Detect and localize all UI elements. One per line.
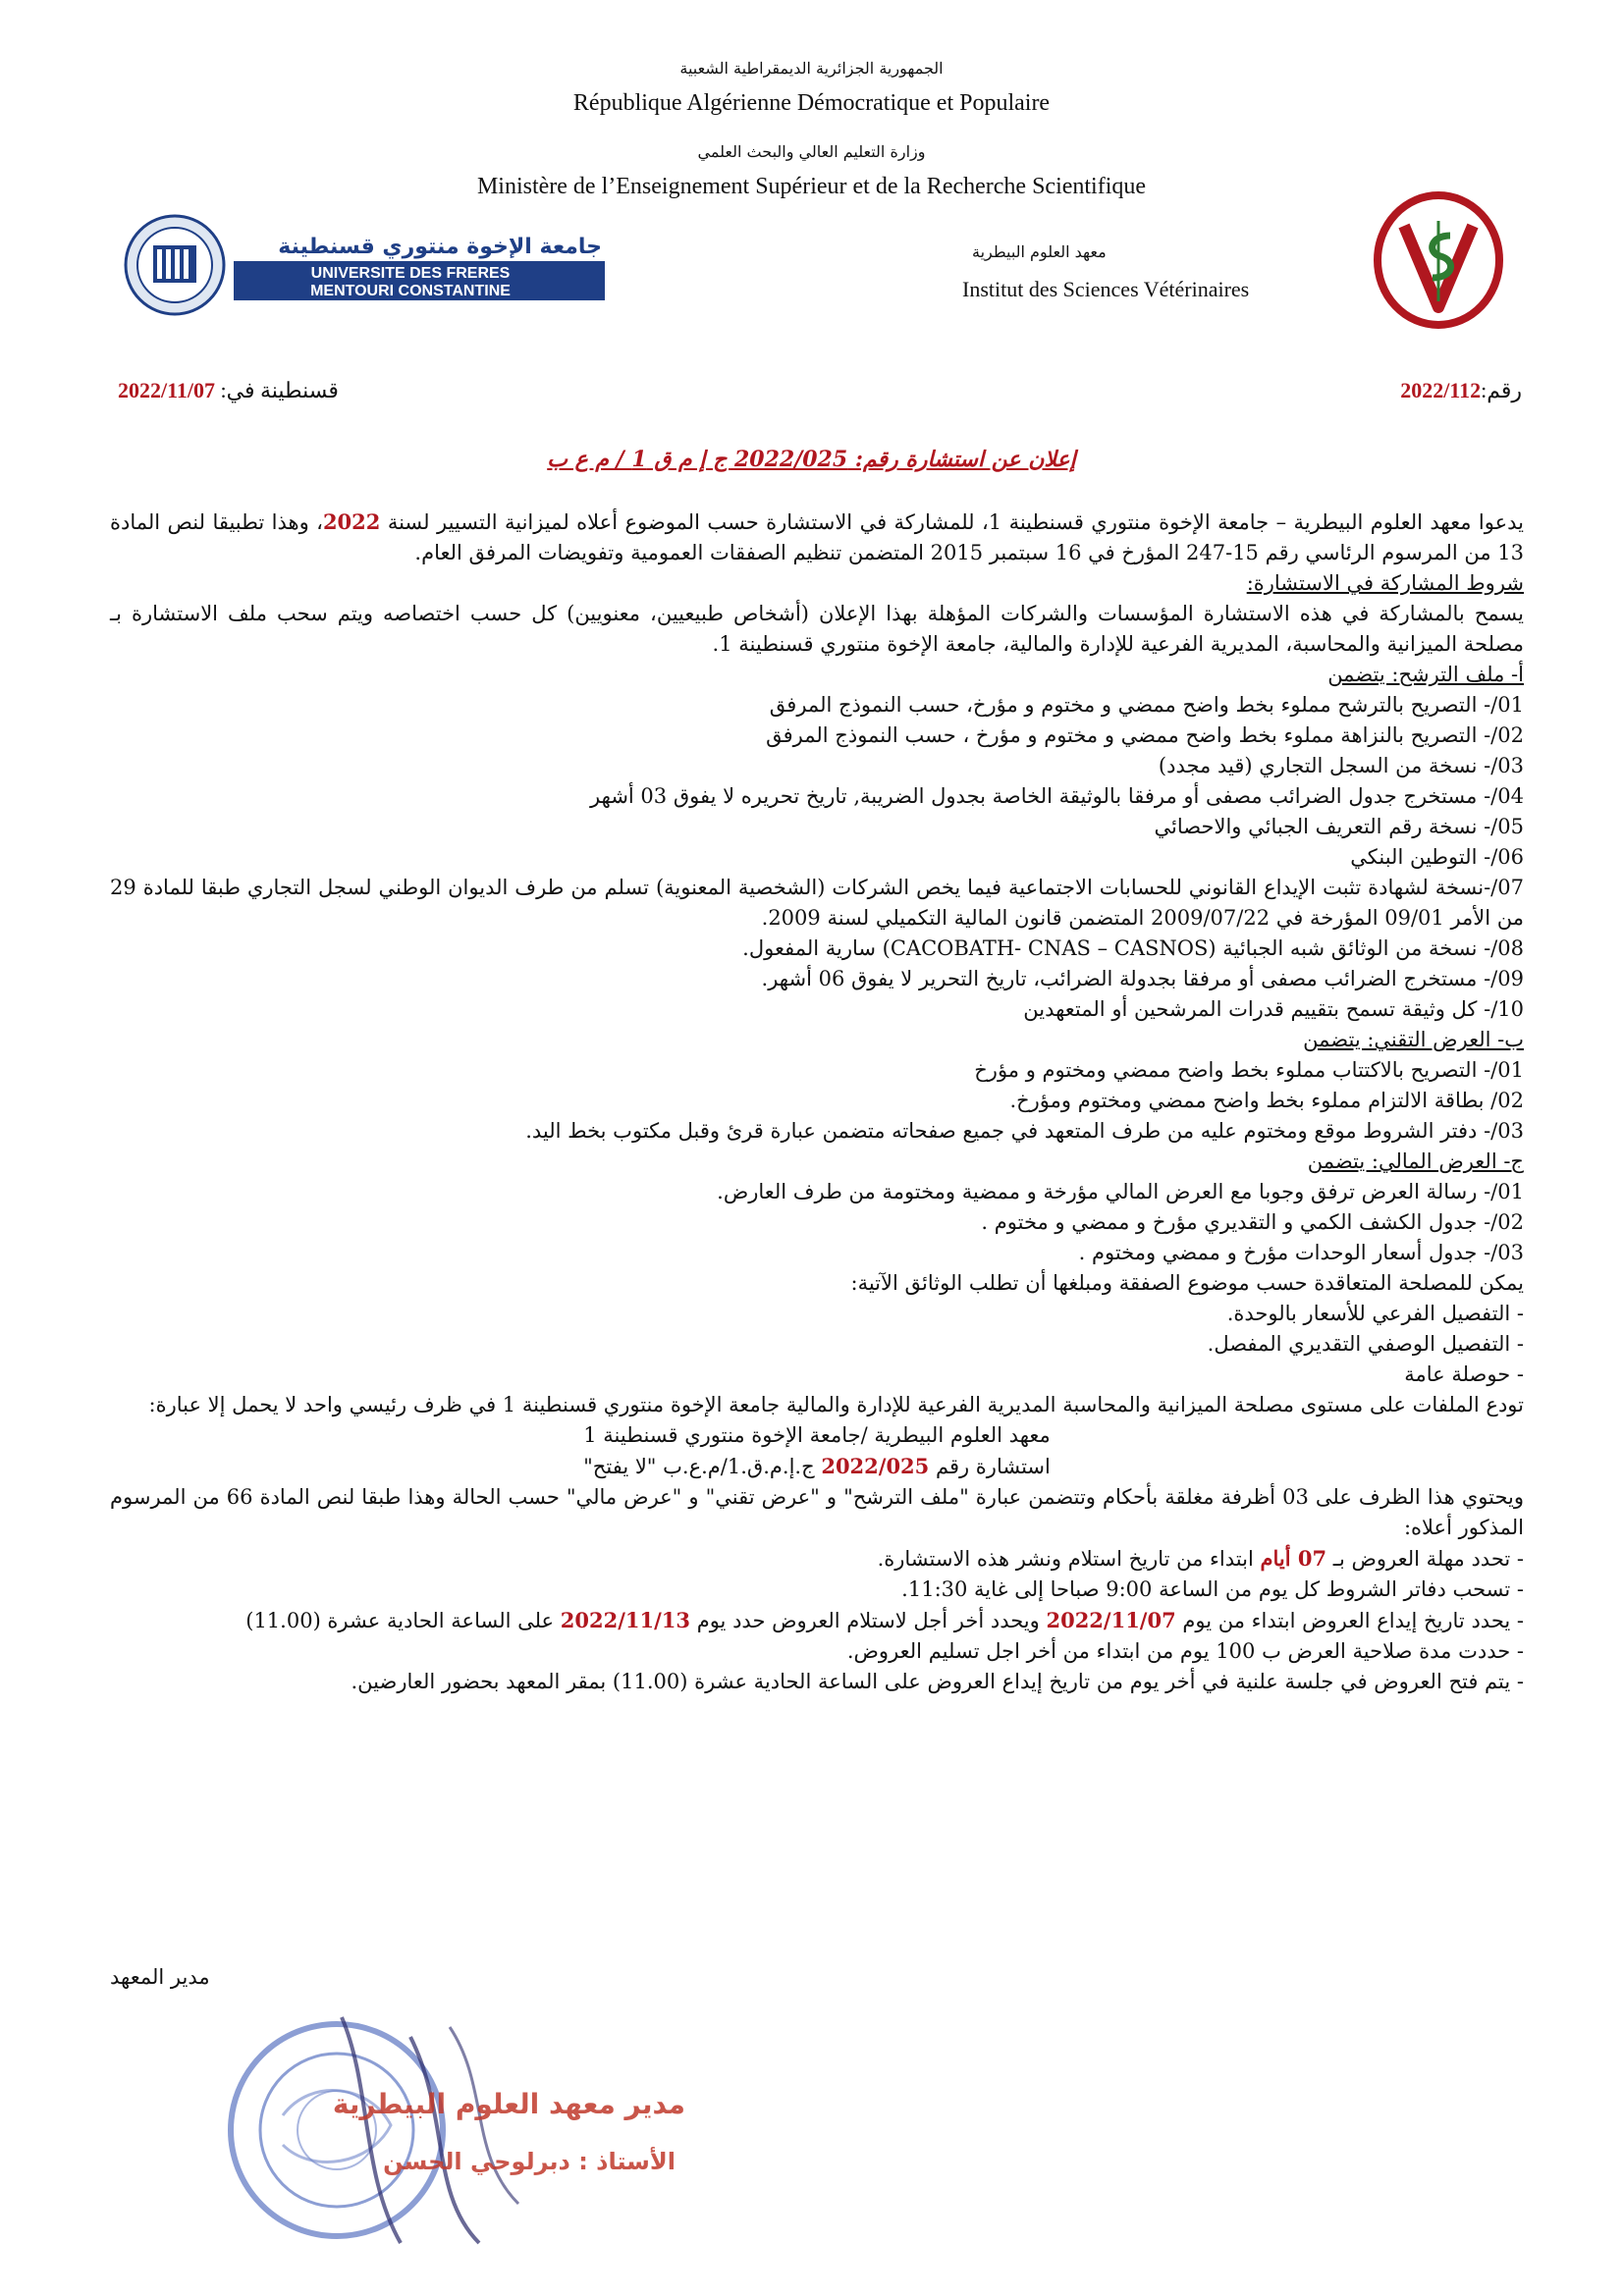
list-item: 01/- التصريح بالاكتتاب مملوء بخط واضح ممضي ومختوم و مؤرخ	[974, 1058, 1524, 1082]
list-item: - التفصيل الفرعي للأسعار بالوحدة.	[1226, 1302, 1524, 1325]
d3-text-a: - يحدد تاريخ إيداع العروض ابتداء من يوم	[1182, 1609, 1524, 1632]
section-b-title: ب- العرض التقني: يتضمن	[1303, 1028, 1524, 1051]
list-item: - التفصيل الوصفي التقديري المفصل.	[1207, 1332, 1524, 1356]
list-item: 02/ بطاقة الالتزام مملوء بخط واضح ممضي ومختوم ومؤرخ.	[1009, 1089, 1524, 1112]
deadline-item	[110, 1605, 1524, 1636]
ref-date-value: 2022/11/07	[118, 378, 216, 402]
intro-text-1: يدعوا معهد العلوم البيطرية – جامعة الإخوة منتوري قسنطينة 1، للمشاركة في الاستشارة حسب الموضوع أعلاه لميزانية التسيير لسنة	[387, 510, 1524, 534]
institute-fr: Institut des Sciences Vétérinaires	[962, 277, 1250, 301]
university-logo	[116, 206, 607, 324]
list-item: 02/- التصريح بالنزاهة مملوء بخط واضح ممضي و مختوم و مؤرخ ، حسب النموذج المرفق	[766, 723, 1524, 747]
intro-year: 2022	[322, 509, 381, 534]
conditions-title: شروط المشاركة في الاستشارة:	[1246, 571, 1524, 595]
d1-text-a: - تحدد مهلة العروض بـ	[1332, 1547, 1524, 1571]
institute-ar: معهد العلوم البيطرية	[972, 242, 1107, 261]
list-item: 01/- رسالة العرض ترفق وجوبا مع العرض المالي مؤرخة و ممضية ومختومة من طرف العارض.	[717, 1180, 1524, 1203]
list-item: 03/- جدول أسعار الوحدات مؤرخ و ممضي ومختوم .	[1078, 1241, 1524, 1264]
envelope-text-b: ج.إ.م.ق.1/م.ع.ب "لا يفتح"	[583, 1455, 815, 1478]
main-content	[110, 507, 1524, 1697]
d3-date-2: 2022/11/13	[560, 1608, 691, 1632]
stamp-name: الأستاذ : دبرلوحي الحسن	[383, 2148, 676, 2175]
list-item: 06/- التوطين البنكي	[1350, 845, 1524, 869]
envelope-line-1: معهد العلوم البيطرية /جامعة الإخوة منتوري قسنطينة 1	[583, 1423, 1051, 1447]
d1-days: 07 أيام	[1260, 1546, 1327, 1571]
ref-number-label: رقم:	[1481, 378, 1522, 402]
ref-date-label: قسنطينة في:	[220, 378, 339, 402]
list-item: 08/- نسخة من الوثائق شبه الجبائية (CACOBATH- CNAS – CASNOS) سارية المفعول.	[742, 936, 1524, 960]
header-fr-republic: République Algérienne Démocratique et Populaire	[572, 90, 1051, 116]
list-item: 05/- نسخة رقم التعريف الجبائي والاحصائي	[1154, 815, 1524, 838]
conditions-text: يسمح بالمشاركة في هذه الاستشارة المؤسسات والشركات المؤهلة بهذا الإعلان (أشخاص طبيعيين، معنويين) كل حسب اختصاصه ويتم سحب ملف الاستشارة بـ مصلحة الميزانية والمحاسبة، المديرية الفرعية للإدارة والمالية، جامعة الإخوة منتوري قسنطينة 1.	[110, 602, 1524, 656]
list-item: 04/- مستخرج جدول الضرائب مصفى أو مرفقا بالوثيقة الخاصة بجدول الضريبة, تاريخ تحريره لا يفوق 03 أشهر	[590, 784, 1524, 808]
list-item: 09/- مستخرج الضرائب مصفى أو مرفقا بجدولة الضرائب، تاريخ التحرير لا يفوق 06 أشهر.	[761, 967, 1524, 990]
list-item: 02/- جدول الكشف الكمي و التقديري مؤرخ و ممضي و مختوم .	[981, 1210, 1524, 1234]
header-ar-republic: الجمهورية الجزائرية الديمقراطية الشعبية	[679, 59, 944, 78]
uni-ar-text: جامعة الإخوة منتوري قسنطينة	[278, 235, 602, 259]
stamp-title: مدير معهد العلوم البيطرية	[332, 2088, 685, 2120]
ref-number	[1306, 378, 1522, 403]
section-a-title: أ- ملف الترشح: يتضمن	[1327, 663, 1524, 686]
envelope-text-a: استشارة رقم	[935, 1455, 1051, 1478]
header-fr-ministry: Ministère de l’Enseignement Supérieur et de la Recherche Scientifique	[476, 174, 1147, 199]
ref-number-value: 2022/112	[1400, 378, 1482, 402]
intro-text-2: ، وهذا تطبيقا لنص المادة 13 من المرسوم الرئاسي رقم 15-247 المؤرخ في 16 سبتمبر 2015 المتضمن تنظيم الصفقات العمومية وتفويضات المرفق العام.	[110, 510, 1524, 564]
list-item: 01/- التصريح بالترشح مملوء بخط واضح ممضي و مختوم و مؤرخ، حسب النموذج المرفق	[769, 693, 1524, 717]
list-item: 03/- دفتر الشروط موقع ومختوم عليه من طرف المتعهد في جميع صفحاته متضمن عبارة قرئ وقبل مكتوب بخط اليد.	[525, 1119, 1524, 1143]
deposit-paragraph: تودع الملفات على مستوى مصلحة الميزانية والمحاسبة المديرية الفرعية للإدارة والمالية جامعة الإخوة منتوري قسنطينة 1 في ظرف رئيسي واحد لا يحمل إلا عبارة:	[148, 1393, 1524, 1416]
intro-paragraph	[110, 507, 1524, 568]
d3-text-c: على الساعة الحادية عشرة (11.00)	[245, 1609, 555, 1632]
d3-text-b: ويحدد أخر أجل لاستلام العروض حدد يوم	[696, 1609, 1040, 1632]
deadline-item: - يتم فتح العروض في جلسة علنية في أخر يوم من تاريخ إيداع العروض على الساعة الحادية عشرة (11.00) بمقر المعهد بحضور العارضين.	[351, 1670, 1524, 1693]
list-item: 10/- كل وثيقة تسمح بتقييم قدرات المرشحين أو المتعهدين	[1023, 997, 1524, 1021]
contains-paragraph: ويحتوي هذا الظرف على 03 أظرفة مغلقة بأحكام وتتضمن عبارة "ملف الترشح" و "عرض تقني" و "عرض مالي" حسب الحالة وهذا طبقا لنص المادة 66 من المرسوم المذكور أعلاه:	[110, 1485, 1524, 1539]
ref-date	[118, 378, 412, 403]
announcement-title: إعلان عن استشارة رقم: 2022/025 ج إ م ق 1 / م ع ب	[547, 447, 1076, 472]
uni-fr-text-1: UNIVERSITE DES FRERES	[310, 265, 511, 282]
extra-docs-intro: يمكن للمصلحة المتعاقدة حسب موضوع الصفقة ومبلغها أن تطلب الوثائق الآتية:	[850, 1271, 1524, 1295]
deadline-item: - تسحب دفاتر الشروط كل يوم من الساعة 9:00 صباحا إلى غاية 11:30.	[901, 1577, 1524, 1601]
director-label: مدير المعهد	[110, 1965, 210, 1989]
list-item: 03/- نسخة من السجل التجاري (قيد مجدد)	[1158, 754, 1524, 777]
list-item: 07/-نسخة لشهادة تثبت الإيداع القانوني للحسابات الاجتماعية فيما يخص الشركات (الشخصية المعنوية) تسلم من طرف الديوان الوطني لسجل التجاري طبقا للمادة 29 من الأمر 09/01 المؤرخة في 2009/07/22 المتضمن قانون المالية التكميلي لسنة 2009.	[110, 876, 1524, 930]
deadline-item	[110, 1543, 1524, 1575]
header-ar-ministry: وزارة التعليم العالي والبحث العلمي	[697, 142, 926, 161]
d3-date-1: 2022/11/07	[1046, 1608, 1176, 1632]
section-c-title: ج- العرض المالي: يتضمن	[1307, 1149, 1524, 1173]
list-item: - حوصلة عامة	[1404, 1362, 1524, 1386]
deadline-item: - حددت مدة صلاحية العرض ب 100 يوم من ابتداء من أخر اجل تسليم العروض.	[846, 1639, 1524, 1663]
official-stamp	[224, 1998, 715, 2263]
envelope-number: 2022/025	[821, 1454, 930, 1478]
veterinary-logo	[1370, 191, 1507, 329]
uni-fr-text-2: MENTOURI CONSTANTINE	[310, 283, 511, 299]
d1-text-b: ابتداء من تاريخ استلام ونشر هذه الاستشارة.	[877, 1547, 1254, 1571]
envelope-line-2	[110, 1451, 1524, 1482]
